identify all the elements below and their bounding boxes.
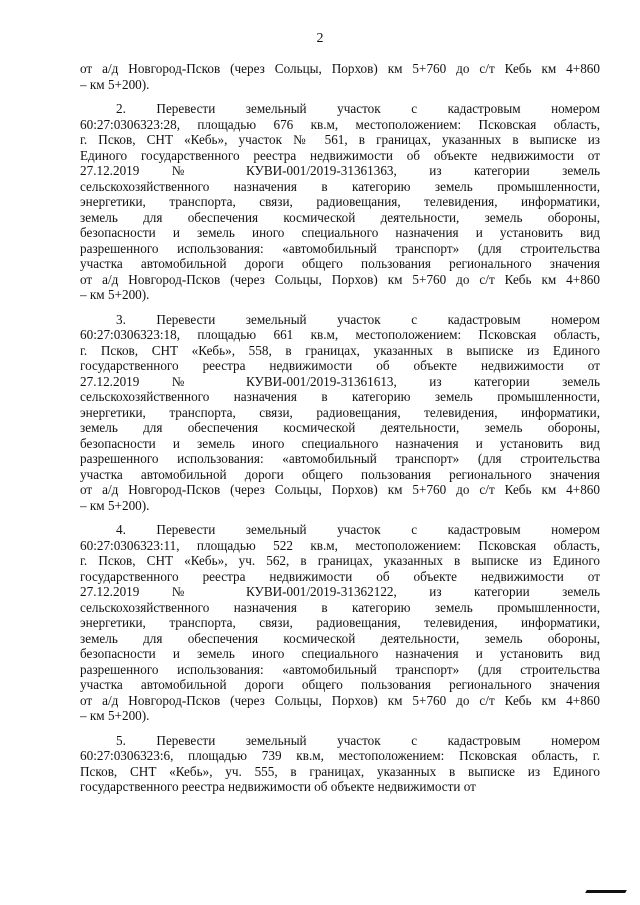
paragraph-3 [80,312,600,514]
text-line: земель для обеспечения космической деятельности, земель обороны, [80,630,600,646]
text-line: 60:27:0306323:28, площадью 676 кв.м, местоположением: Псковская область, [80,116,600,132]
text-line: Единого государственного реестра недвижимости об объекте недвижимости от [80,147,600,163]
text-line: от а/д Новгород-Псков (через Сольцы, Порхов) км 5+760 до с/т Кебь км 4+860 [80,271,600,287]
text-line: – км 5+200). [80,76,150,92]
page-number: 2 [316,31,324,46]
paragraph-4 [80,522,600,724]
text-line: 27.12.2019 № КУВИ-001/2019-31361613, из категории земель [80,373,600,389]
text-line: 60:27:0306323:18, площадью 661 кв.м, местоположением: Псковская область, [80,327,600,342]
text-line: безопасности и земель иного специального назначения и установить вид [80,646,600,661]
text-line: участка автомобильной дороги общего пользования регионального значения [80,677,600,692]
text-line: разрешенного использования: «автомобильный транспорт» (для строительства [80,451,600,466]
text-line: земель для обеспечения космической деятельности, земель обороны, [80,209,600,225]
text-line: от а/д Новгород-Псков (через Сольцы, Порхов) км 5+760 до с/т Кебь км 4+860 [80,482,600,497]
text-line: 2. Перевести земельный участок с кадастровым номером [116,101,600,116]
text-line: участка автомобильной дороги общего пользования регионального значения [80,256,600,271]
text-line: г. Псков, СНТ «Кебь», уч. 562, в границах, указанных в выписке из Единого [80,553,600,568]
text-line: г. Псков, СНТ «Кебь», 558, в границах, указанных в выписке из Единого [80,342,600,358]
text-line: разрешенного использования: «автомобильный транспорт» (для строительства [80,661,600,677]
text-line: – км 5+200). [80,287,150,302]
text-line: 5. Перевести земельный участок с кадастровым номером [116,732,600,748]
text-line: 27.12.2019 № КУВИ-001/2019-31361363, из категории земель [80,163,600,178]
scan-artifact-mark [585,890,627,893]
text-line: земель для обеспечения космической деятельности, земель обороны, [80,420,600,435]
text-line: энергетики, транспорта, связи, радиовещания, телевидения, информатики, [80,194,600,209]
text-line: 60:27:0306323:11, площадью 522 кв.м, местоположением: Псковская область, [80,537,600,553]
text-line: – км 5+200). [80,497,150,513]
text-line: Псков, СНТ «Кебь», уч. 555, в границах, указанных в выписке из Единого [80,763,600,779]
text-line: сельскохозяйственного назначения в категорию земель промышленности, [80,389,600,404]
text-line: безопасности и земель иного специального назначения и установить вид [80,435,600,451]
paragraph-5 [80,733,600,795]
text-line: разрешенного использования: «автомобильный транспорт» (для строительства [80,240,600,256]
paragraph-1 [80,61,600,92]
text-line: от а/д Новгород-Псков (через Сольцы, Порхов) км 5+760 до с/т Кебь км 4+860 [80,61,600,76]
text-line: 3. Перевести земельный участок с кадастровым номером [116,311,600,327]
text-line: от а/д Новгород-Псков (через Сольцы, Порхов) км 5+760 до с/т Кебь км 4+860 [80,692,600,708]
text-line: энергетики, транспорта, связи, радиовещания, телевидения, информатики, [80,404,600,420]
text-line: государственного реестра недвижимости об объекте недвижимости от [80,568,600,584]
text-line: 4. Перевести земельный участок с кадастровым номером [116,522,600,537]
document-body [80,61,600,804]
text-line: сельскохозяйственного назначения в категорию земель промышленности, [80,599,600,615]
text-line: участка автомобильной дороги общего пользования регионального значения [80,466,600,482]
text-line: – км 5+200). [80,708,150,723]
text-line: 27.12.2019 № КУВИ-001/2019-31362122, из категории земель [80,584,600,599]
text-line: энергетики, транспорта, связи, радиовещания, телевидения, информатики, [80,615,600,630]
text-line: государственного реестра недвижимости об объекте недвижимости от [80,358,600,373]
text-line: г. Псков, СНТ «Кебь», участок № 561, в границах, указанных в выписке из [80,132,600,147]
text-line: безопасности и земель иного специального назначения и установить вид [80,225,600,240]
text-line: государственного реестра недвижимости об объекте недвижимости от [80,779,476,794]
text-line: 60:27:0306323:6, площадью 739 кв.м, местоположением: Псковская область, г. [80,748,600,763]
text-line: сельскохозяйственного назначения в категорию земель промышленности, [80,178,600,194]
paragraph-2 [80,101,600,303]
